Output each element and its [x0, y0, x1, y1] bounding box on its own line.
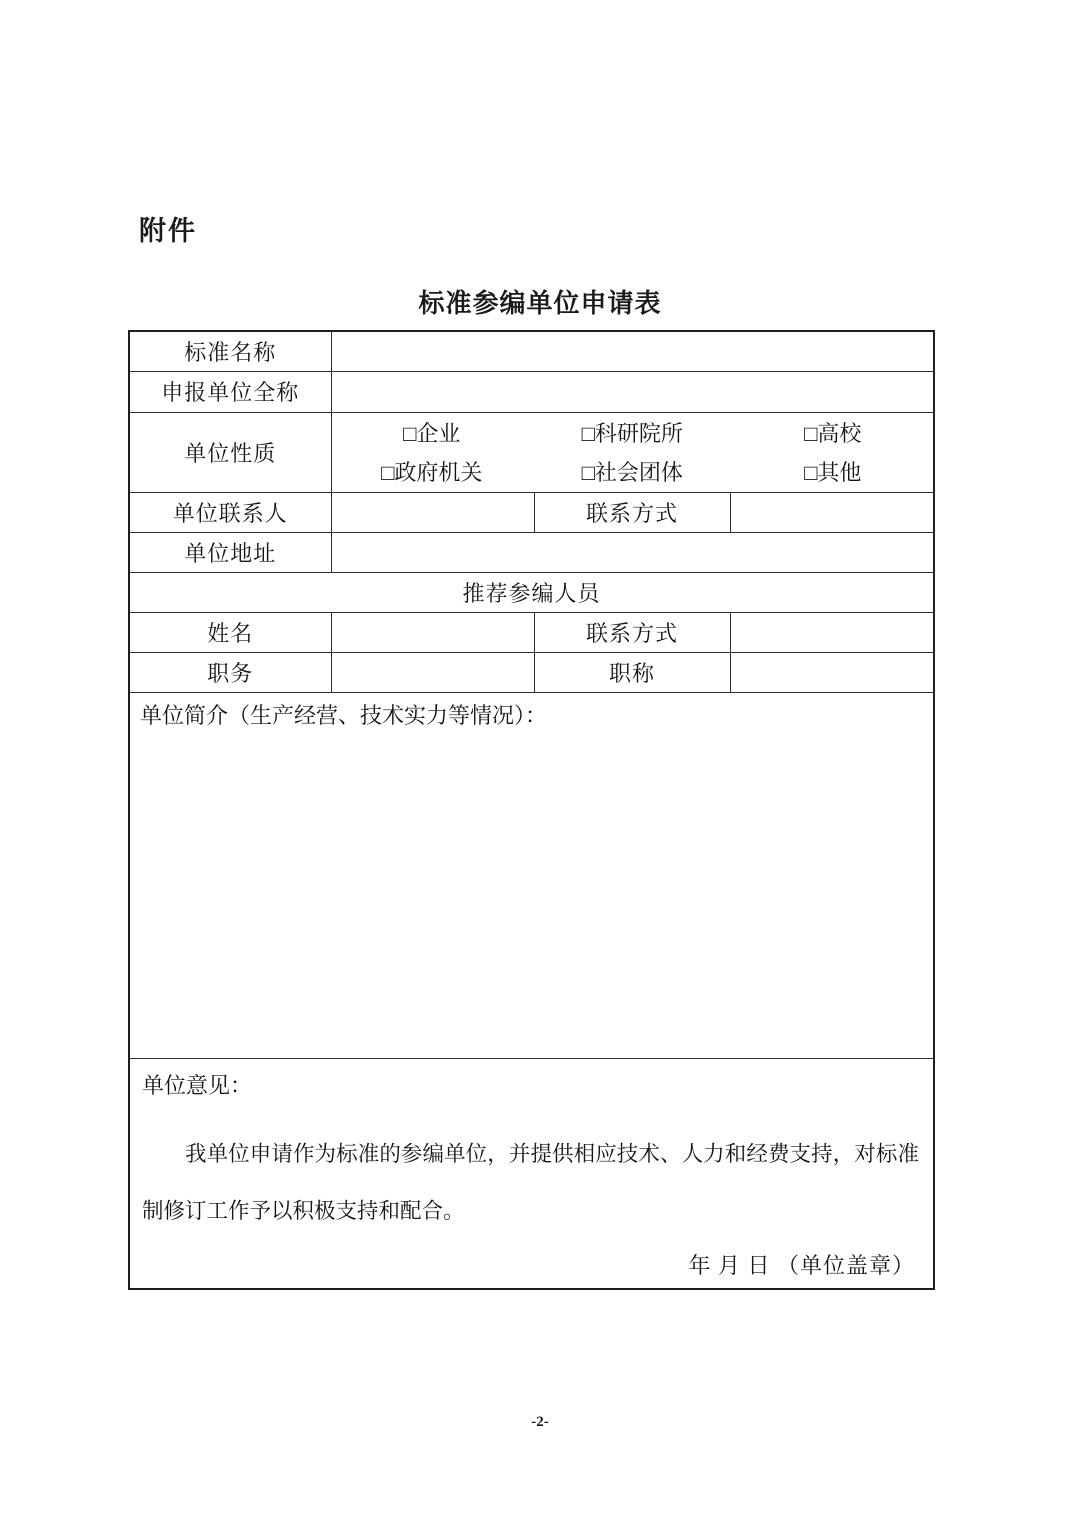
- unit-nature-options-grid: [332, 413, 934, 491]
- person-position-label: 职务: [129, 652, 331, 692]
- unit-intro-label: 单位简介（生产经营、技术实力等情况）：: [140, 702, 548, 728]
- table-row-standard-name: [129, 331, 934, 371]
- unit-nature-options-cell: [331, 412, 934, 492]
- unit-contact-method-label: 联系方式: [534, 492, 730, 532]
- standard-name-label: 标准名称: [129, 331, 331, 371]
- unit-contact-method-value-cell: [730, 492, 934, 532]
- table-row-unit-opinion: [129, 1058, 934, 1289]
- table-row-person-name: [129, 612, 934, 652]
- applicant-unit-label: 申报单位全称: [129, 371, 331, 412]
- unit-contact-value-cell: [331, 492, 534, 532]
- unit-opinion-label: 单位意见：: [142, 1072, 253, 1098]
- checkbox-option-other: □其他: [804, 460, 862, 485]
- table-row-person-position: [129, 652, 934, 692]
- person-name-label: 姓名: [129, 612, 331, 652]
- attachment-label: 附件: [139, 216, 197, 246]
- person-title-label: 职称: [534, 652, 730, 692]
- person-position-value-cell: [331, 652, 534, 692]
- unit-intro-cell: [129, 692, 934, 1058]
- page-number: -2-: [531, 1414, 549, 1430]
- person-title-value-cell: [730, 652, 934, 692]
- checkbox-option-enterprise: □企业: [403, 421, 461, 446]
- table-row-recommended-header: [129, 572, 934, 612]
- opinion-statement: 我单位申请作为标准的参编单位，并提供相应技术、人力和经费支持，对标准制修订工作予以积极支持和配合。: [142, 1141, 919, 1223]
- checkbox-option-research-institute: □科研院所: [581, 421, 683, 446]
- recommended-personnel-header: 推荐参编人员: [129, 572, 934, 612]
- person-contact-method-label: 联系方式: [534, 612, 730, 652]
- page-title: 标准参编单位申请表: [418, 288, 662, 318]
- unit-opinion-cell: [129, 1058, 934, 1289]
- checkbox-option-government: □政府机关: [381, 460, 483, 485]
- unit-address-value-cell: [331, 532, 934, 572]
- checkbox-option-social-group: □社会团体: [581, 460, 683, 485]
- unit-nature-label: 单位性质: [129, 412, 331, 492]
- checkbox-option-university: □高校: [804, 421, 862, 446]
- applicant-unit-value-cell: [331, 371, 934, 412]
- person-name-value-cell: [331, 612, 534, 652]
- application-table: [128, 330, 935, 1290]
- unit-opinion-box: [130, 1059, 933, 1288]
- date-stamp-line: 年 月 日 （单位盖章）: [688, 1252, 915, 1278]
- person-contact-method-value-cell: [730, 612, 934, 652]
- table-row-applicant-unit: [129, 371, 934, 412]
- table-row-unit-intro: [129, 692, 934, 1058]
- table-row-unit-nature: [129, 412, 934, 492]
- standard-name-value-cell: [331, 331, 934, 371]
- unit-address-label: 单位地址: [129, 532, 331, 572]
- table-row-unit-address: [129, 532, 934, 572]
- unit-contact-label: 单位联系人: [129, 492, 331, 532]
- table-row-unit-contact: [129, 492, 934, 532]
